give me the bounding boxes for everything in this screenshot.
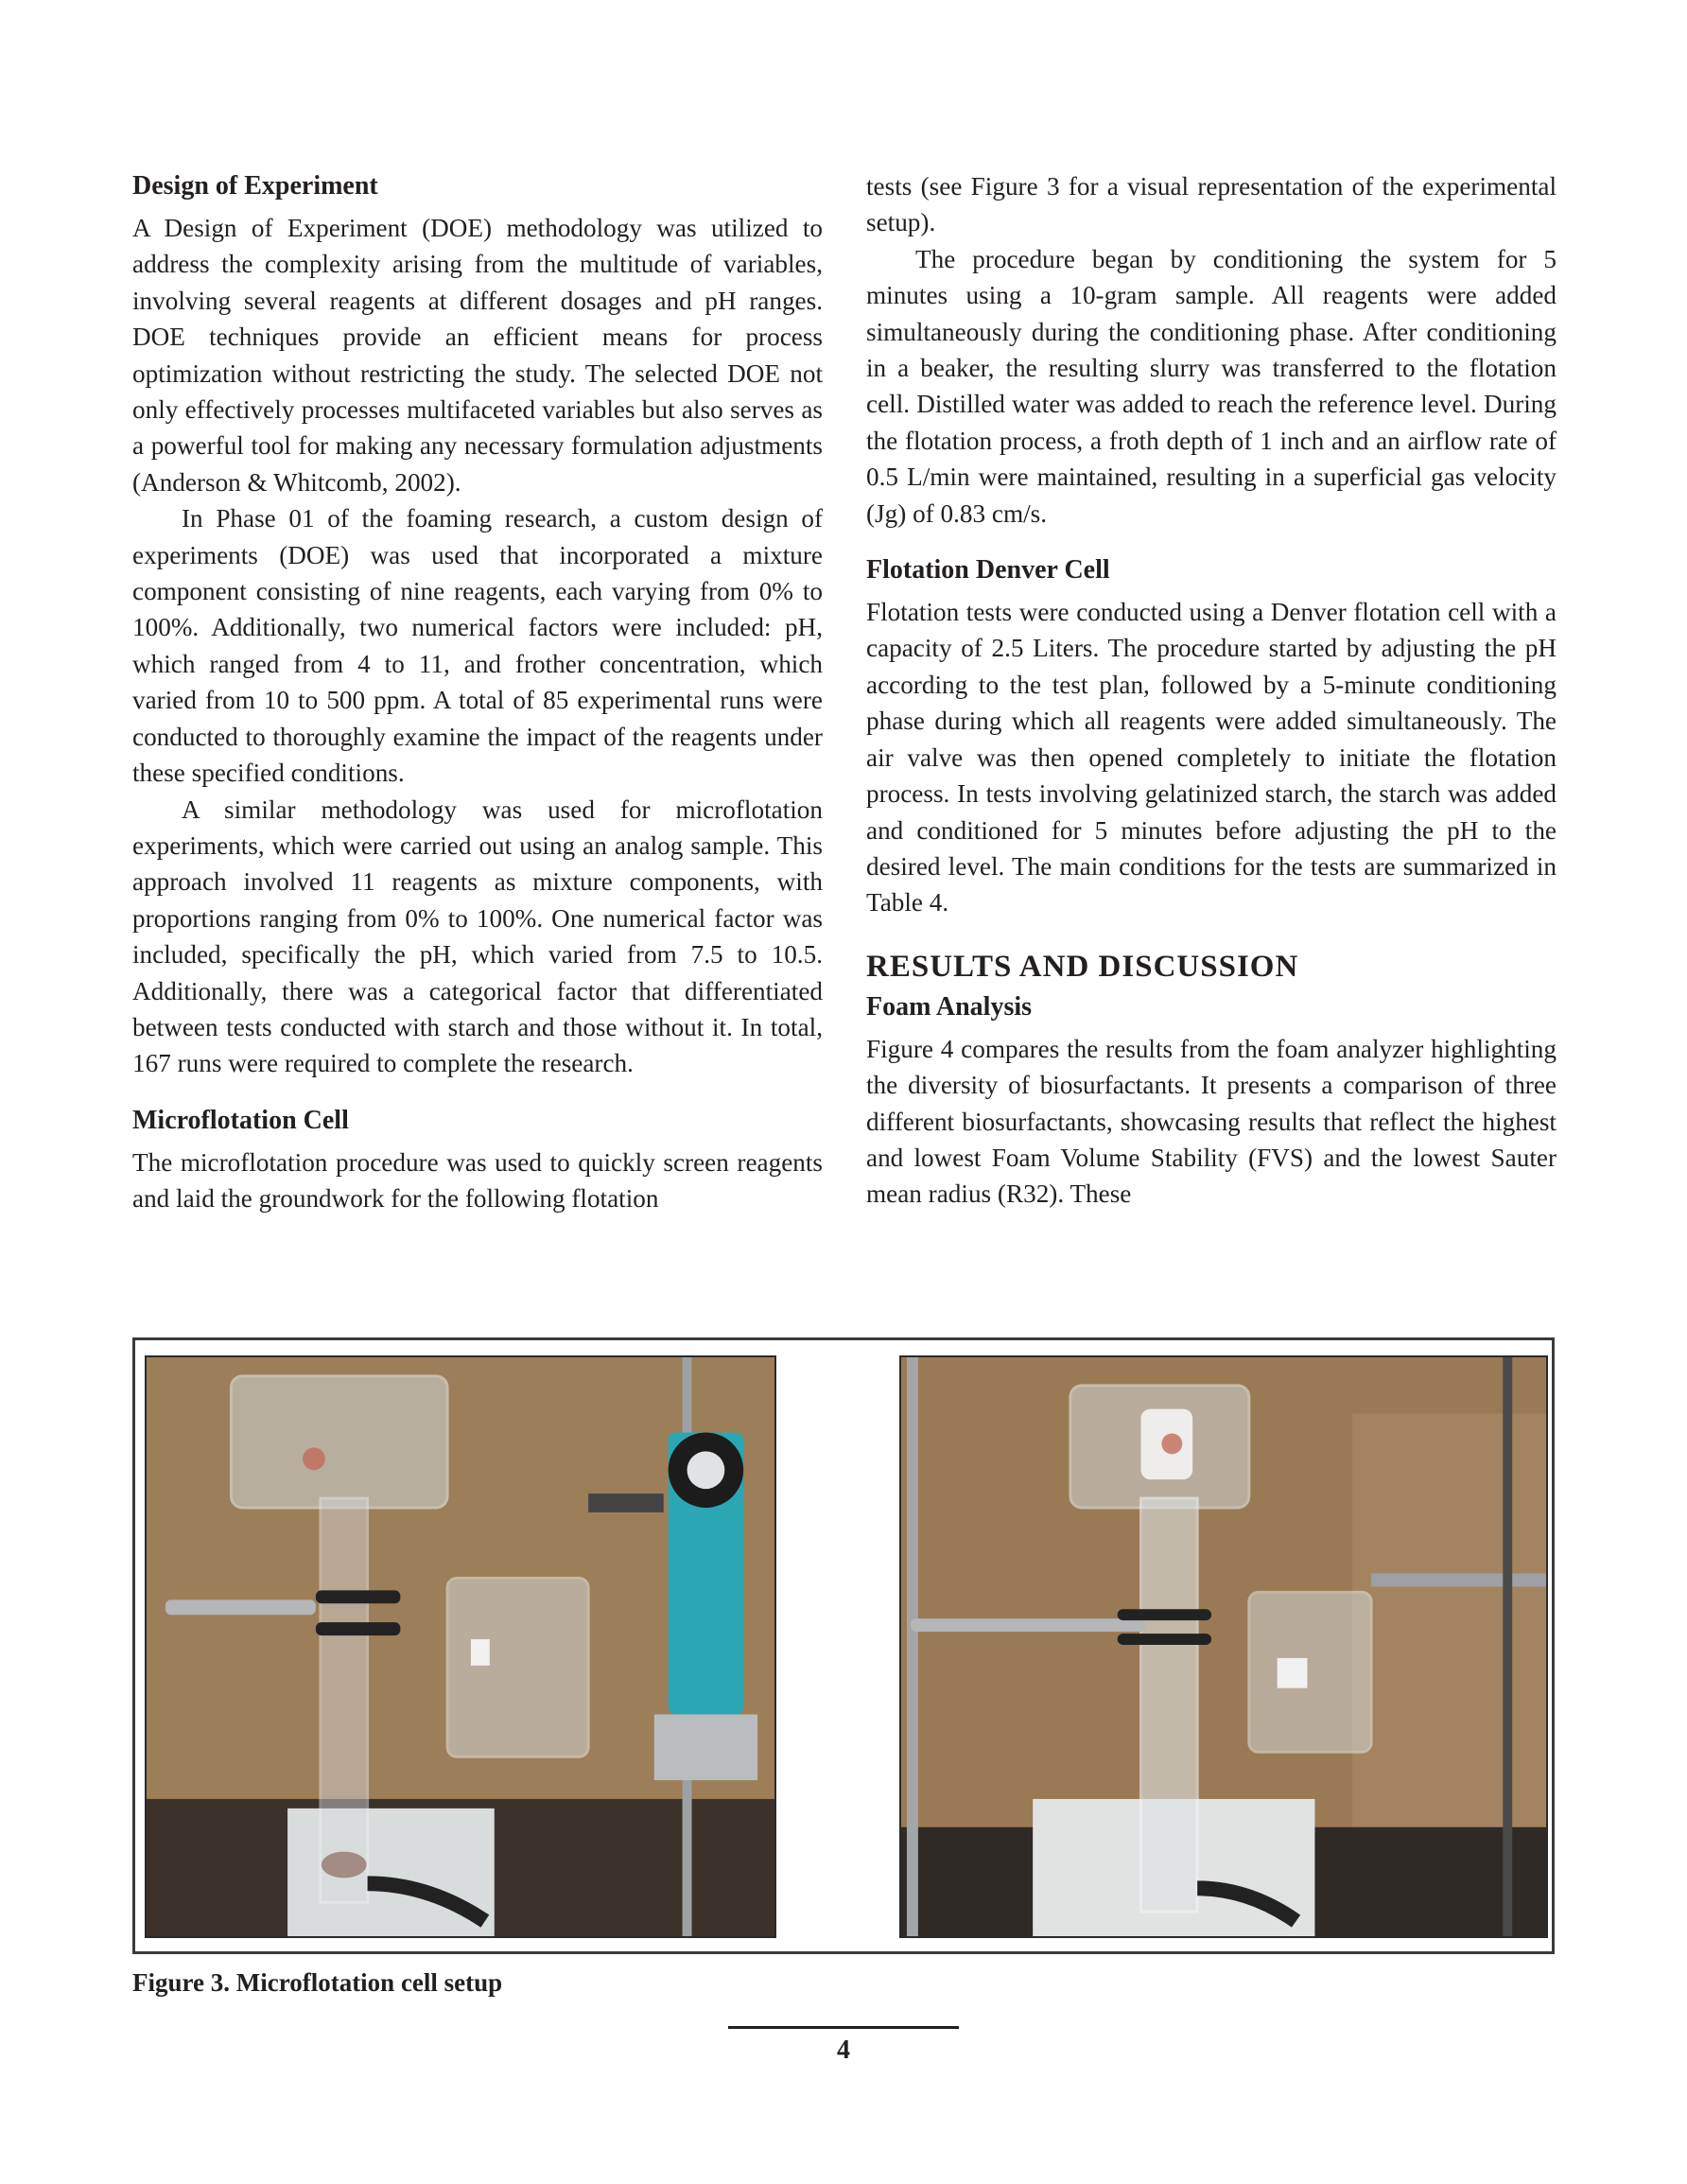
- foam-analysis-heading: Foam Analysis: [866, 991, 1033, 1022]
- design-paragraph-2: In Phase 01 of the foaming research, a custom design of experiments (DOE) was used that incorporated a mixture component consisting of nine reagents, each varying from 0% to 100%. Additionally, two numerical factors were included: pH, which ranged from 4 to 11, and frother concentration, which varied from 10 to 500 ppm. A total of 85 experimental runs were conducted to thoroughly examine the impact of the reagents under these specified conditions.: [132, 504, 823, 788]
- left-column: [132, 168, 823, 1217]
- microflotation-setup-illustration-left: [147, 1357, 774, 1936]
- microflotation-setup-photo-right: [899, 1355, 1548, 1938]
- figure-3-caption: Figure 3. Microflotation cell setup: [132, 1968, 503, 1997]
- page-number: 4: [837, 2035, 850, 2065]
- microflotation-setup-photo-left: [145, 1355, 776, 1938]
- page-number-rule: [728, 2026, 959, 2029]
- design-of-experiment-heading: Design of Experiment: [132, 171, 378, 201]
- flotation-denver-cell-heading: Flotation Denver Cell: [866, 555, 1110, 585]
- microflotation-cell-heading: Microflotation Cell: [132, 1105, 349, 1135]
- microflotation-paragraph-2: The procedure began by conditioning the system for 5 minutes using a 10-gram sample. All reagents were added simultaneously during the conditioning phase. After conditioning in a beaker, the resulting slurry was transferred to the flotation cell. Distilled water was added to reach the reference level. During the flotation process, a froth depth of 1 inch and an airflow rate of 0.5 L/min were maintained, resulting in a superficial gas velocity (Jg) of 0.83 cm/s.: [866, 244, 1557, 528]
- microflotation-setup-illustration-right: [901, 1357, 1546, 1936]
- design-paragraph-1: A Design of Experiment (DOE) methodology was utilized to address the complexity arising from the multitude of variables, involving several reagents at different dosages and pH ranges. DOE techniques provide an efficient means for process optimization without restricting the study. The selected DOE not only effectively processes multifaceted variables but also serves as a powerful tool for making any necessary formulation adjustments (Anderson & Whitcomb, 2002).: [132, 214, 823, 497]
- foam-paragraph-1: Figure 4 compares the results from the foam analyzer highlighting the diversity of biosurfactants. It presents a comparison of three different biosurfactants, showcasing results that reflect the highest and lowest Foam Volume Stability (FVS) and the lowest Sauter mean radius (R32). These: [866, 1034, 1557, 1209]
- microflotation-paragraph-1: The microflotation procedure was used to quickly screen reagents and laid the groundwork for the following flotation: [132, 1147, 823, 1214]
- figure-3-frame: [132, 1337, 1555, 1954]
- denver-paragraph-1: Flotation tests were conducted using a Denver flotation cell with a capacity of 2.5 Liters. The procedure started by adjusting the pH according to the test plan, followed by a 5-minute conditioning phase during which all reagents were added simultaneously. The air valve was then opened completely to initiate the flotation process. In tests involving gelatinized starch, the starch was added and conditioned for 5 minutes before adjusting the pH to the desired level. The main conditions for the tests are summarized in Table 4.: [866, 598, 1557, 917]
- microflotation-paragraph-1-continued: tests (see Figure 3 for a visual representation of the experimental setup).: [866, 172, 1557, 237]
- right-column: [866, 168, 1557, 1213]
- results-and-discussion-heading: RESULTS AND DISCUSSION: [866, 949, 1299, 984]
- design-paragraph-3: A similar methodology was used for microflotation experiments, which were carried out using an analog sample. This approach involved 11 reagents as mixture components, with proportions ranging from 0% to 100%. One numerical factor was included, specifically the pH, which varied from 7.5 to 10.5. Additionally, there was a categorical factor that differentiated between tests conducted with starch and those without it. In total, 167 runs were required to complete the research.: [132, 795, 823, 1078]
